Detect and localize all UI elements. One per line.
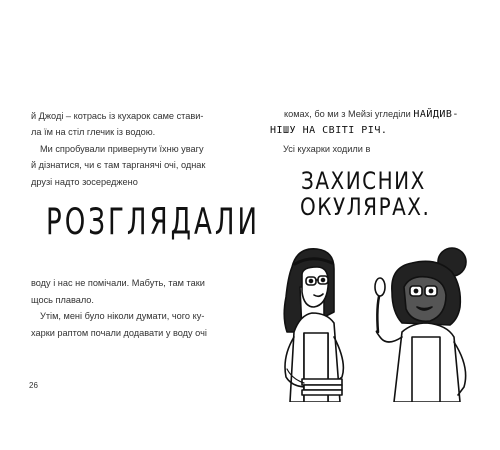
left-text-line-5: друзі надто зосереджено	[31, 177, 138, 187]
right-cook-figure	[375, 248, 466, 402]
left-cook-figure	[284, 249, 343, 402]
right-text-line-1-text: комах, бо ми з Мейзі угледіли	[284, 109, 414, 119]
heading-line-1: ЗАХИСНИХ	[301, 166, 426, 195]
left-text-line-3: Ми спробували привернути їхню увагу	[40, 144, 204, 154]
left-text-line-7: щось плавало.	[31, 295, 94, 305]
left-text-line-8: Утім, мені було ніколи думати, чого ку-	[40, 311, 205, 321]
left-text-line-2: ла їм на стіл глечик із водою.	[31, 127, 156, 137]
left-text-line-1: й Джоді – котрась із кухарок саме стави-	[31, 111, 204, 121]
right-text-line-3: Усі кухарки ходили в	[283, 144, 371, 154]
right-text-line-1	[284, 108, 459, 121]
left-text-line-9: харки раптом почали додавати у воду очі	[31, 328, 207, 338]
right-text-line-1-caps: НАЙДИВ-	[413, 109, 459, 120]
emphasis-word: РОЗГЛЯДАЛИ	[46, 200, 261, 243]
right-text-line-2: НІШУ НА СВІТІ РІЧ.	[270, 125, 388, 136]
page-number: 26	[29, 381, 38, 390]
heading-line-2: ОКУЛЯРАХ.	[300, 192, 431, 221]
cooks-goggles-illustration	[262, 237, 487, 402]
left-text-line-6: воду і нас не помічали. Мабуть, там таки	[31, 278, 205, 288]
left-text-line-4: й дізнатися, чи є там тарганячі очі, однак	[31, 160, 206, 170]
